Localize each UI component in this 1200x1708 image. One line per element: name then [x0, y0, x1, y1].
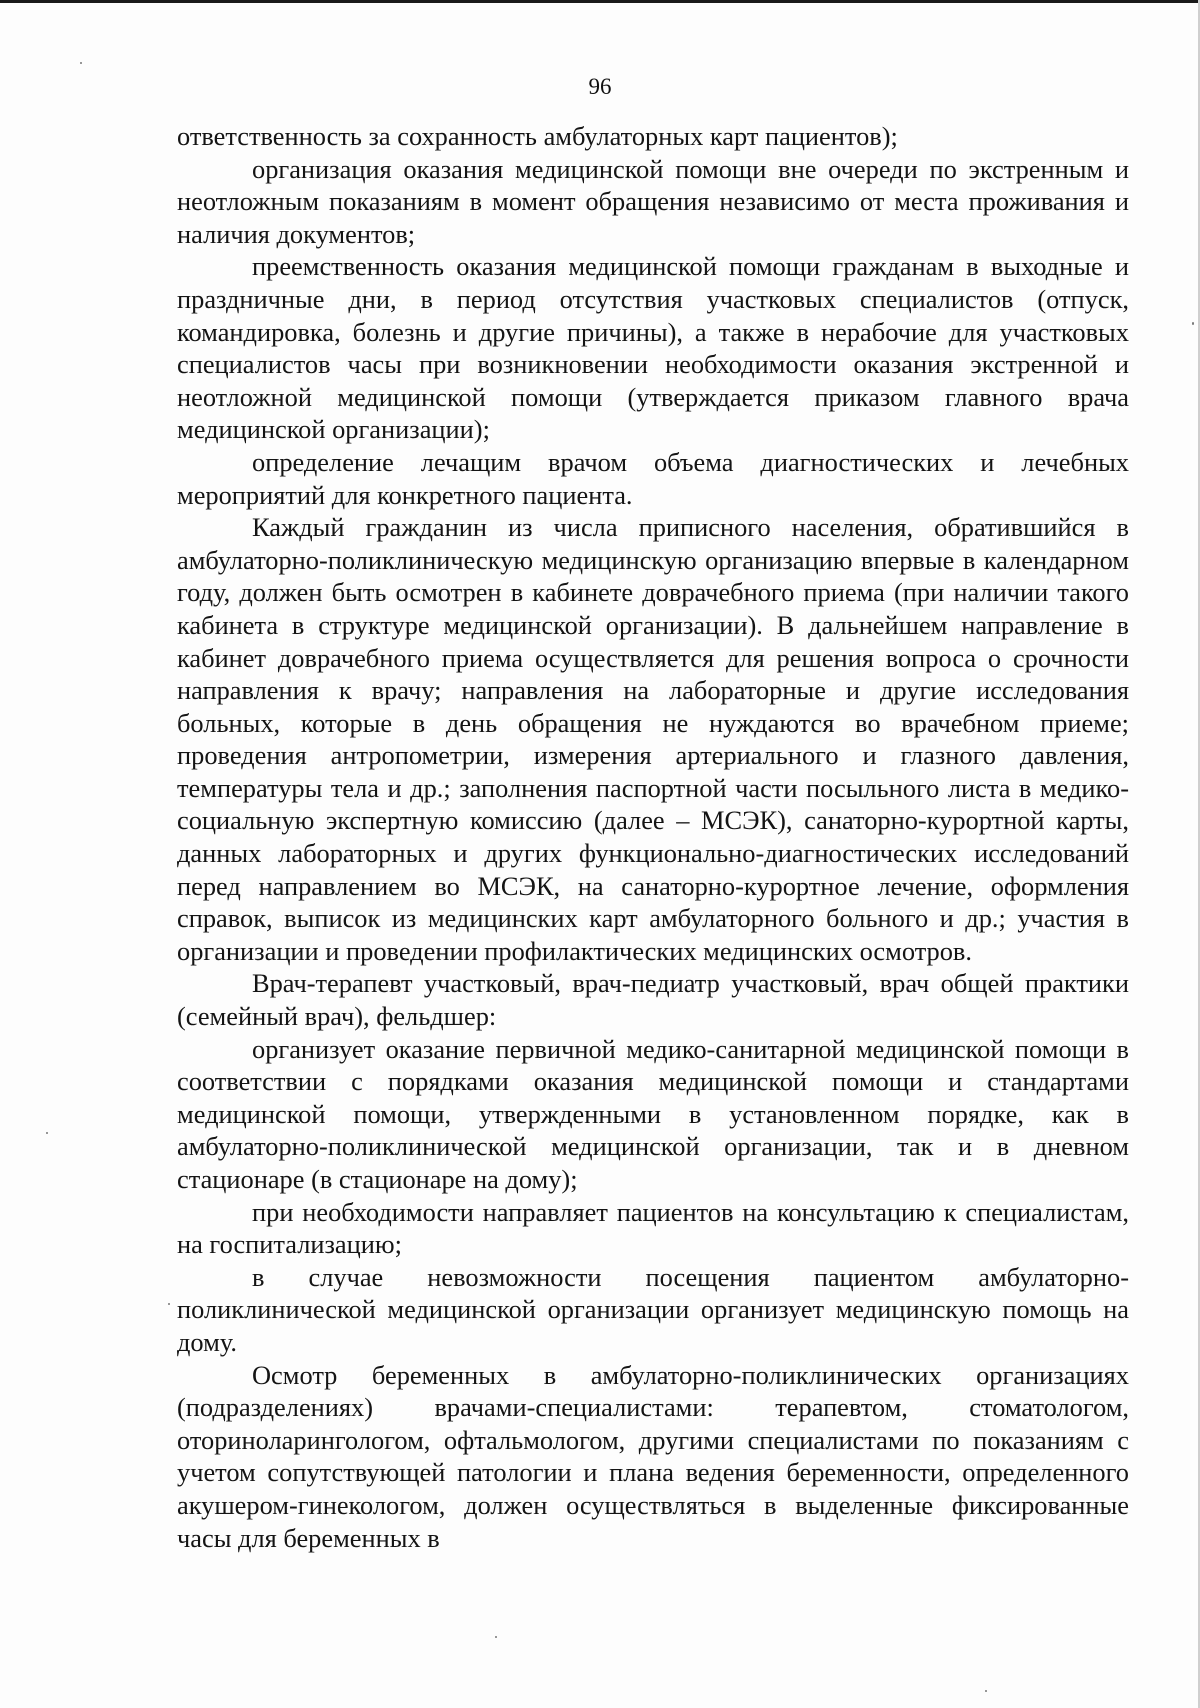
scan-speck: [1192, 322, 1194, 325]
paragraph: организация оказания медицинской помощи вне очереди по экстренным и неотложным показаниям в момент обращения независимо от места проживания и наличия документов;: [177, 153, 1129, 249]
document-body: [177, 120, 1129, 1554]
paragraph: в случае невозможности посещения пациентом амбулаторно-поликлинической медицинской организации организует медицинскую помощь на дому.: [177, 1261, 1129, 1357]
page-number: 96: [588, 74, 612, 99]
paragraph: организует оказание первичной медико-санитарной медицинской помощи в соответствии с порядками оказания медицинской помощи и стандартами медицинской помощи, утвержденными в установленном порядке, как в амбулаторно-поликлинической медицинской организации, так и в дневном стационаре (в стационаре на дому);: [177, 1033, 1129, 1194]
scan-speck: [80, 62, 82, 64]
paragraph: при необходимости направляет пациентов на консультацию к специалистам, на госпитализацию;: [177, 1196, 1129, 1260]
scan-top-border: [0, 0, 1200, 3]
scan-speck: [168, 1303, 170, 1305]
paragraph: ответственность за сохранность амбулаторных карт пациентов);: [177, 121, 898, 151]
paragraph: Врач-терапевт участковый, врач-педиатр участковый, врач общей практики (семейный врач), фельдшер:: [177, 968, 1129, 1032]
paragraph: преемственность оказания медицинской помощи гражданам в выходные и праздничные дни, в период отсутствия участковых специалистов (отпуск, командировка, болезнь и другие причины), а также в нерабочие для участковых специалистов часы при возникновении необходимости оказания экстренной и неотложной медицинской помощи (утверждается приказом главного врача медицинской организации);: [177, 251, 1129, 445]
paragraph: Каждый гражданин из числа приписного населения, обратившийся в амбулаторно-поликлиническую медицинскую организацию впервые в календарном году, должен быть осмотрен в кабинете доврачебного приема (при наличии такого кабинета в структуре медицинской организации). В дальнейшем направление в кабинет доврачебного приема осуществляется для решения вопроса о срочности направления к врачу; направления на лабораторные и другие исследования больных, которые в день обращения не нуждаются во врачебном приеме; проведения антропометрии, измерения артериального и глазного давления, температуры тела и др.; заполнения паспортной части посыльного листа в медико-социальную экспертную комиссию (далее – МСЭК), санаторно-курортной карты, данных лабораторных и других функционально-диагностических исследований перед направлением во МСЭК, на санаторно-курортное лечение, оформления справок, выписок из медицинских карт амбулаторного больного и др.; участия в организации и проведении профилактических медицинских осмотров.: [177, 512, 1129, 966]
scan-speck: [985, 1690, 987, 1692]
paragraph: определение лечащим врачом объема диагностических и лечебных мероприятий для конкретного пациента.: [177, 446, 1129, 510]
paragraph: Осмотр беременных в амбулаторно-поликлинических организациях (подразделениях) врачами-специалистами: терапевтом, стоматологом, оториноларингологом, офтальмологом, другими специалистами по показаниям с учетом сопутствующей патологии и плана ведения беременности, определенного акушером-гинекологом, должен осуществляться в выделенные фиксированные часы для беременных в: [177, 1359, 1129, 1553]
scan-speck: [495, 1636, 497, 1638]
scan-speck: [46, 1132, 48, 1134]
